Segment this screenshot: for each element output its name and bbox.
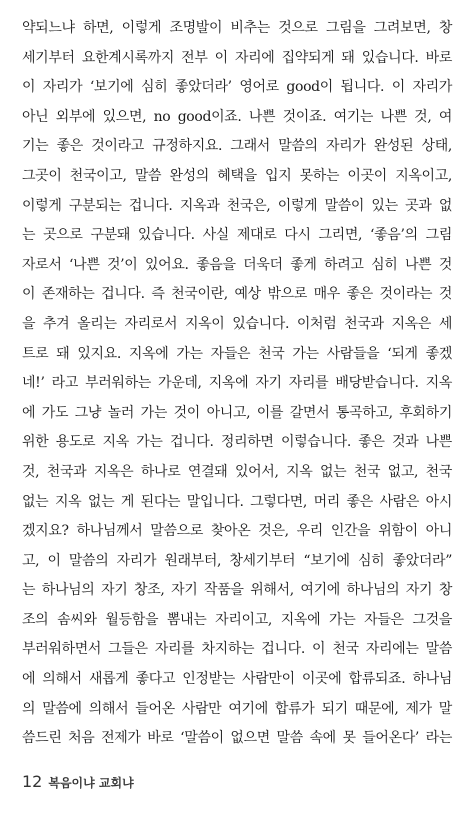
text-line: 네!’ 라고 부러워하는 가운데, 지옥에 자기 자리를 배당받습니다. 지옥 — [22, 375, 452, 392]
text-line: 세기부터 요한계시록까지 전부 이 자리에 집약되게 돼 있습니다. 바로 — [22, 49, 452, 66]
text-line: 이 자리가 ‘보기에 심히 좋았더라’ 영어로 good이 됩니다. 이 자리가 — [22, 79, 452, 96]
text-line: 것, 천국과 지옥은 하나로 연결돼 있어서, 지옥 없는 천국 없고, 천국 — [22, 463, 452, 480]
text-line: 없는 지옥 없는 게 된다는 말입니다. 그렇다면, 머리 좋은 사람은 아시 — [22, 493, 452, 510]
text-line: 자로서 ‘나쁜 것’이 있어요. 좋음을 더욱더 좋게 하려고 심히 나쁜 것 — [22, 256, 452, 273]
text-line: 아닌 외부에 있으면, no good이죠. 나쁜 것이죠. 여기는 나쁜 것, 여 — [22, 108, 452, 125]
text-line: 위한 용도로 지옥 가는 겁니다. 정리하면 이렇습니다. 좋은 것과 나쁜 — [22, 434, 452, 451]
text-line: 에 의해서 새롭게 좋다고 인정받는 사람만이 이곳에 합류되죠. 하나님 — [22, 671, 452, 688]
text-line: 부러워하면서 그들은 자리를 차지하는 겁니다. 이 천국 자리에는 말씀 — [22, 641, 452, 658]
text-line: 에 가도 그냥 놀러 가는 것이 아니고, 이를 갈면서 통곡하고, 후회하기 — [22, 404, 452, 421]
text-line: 는 곳으로 구분돼 있습니다. 사실 제대로 다시 그리면, ‘좋음’의 그림 — [22, 227, 452, 244]
text-line: 는 하나님의 자기 창조, 자기 작품을 위해서, 여기에 하나님의 자기 창 — [22, 582, 452, 599]
page-footer — [22, 772, 134, 791]
running-title: 복음이냐 교회냐 — [48, 776, 134, 790]
text-line: 그곳이 천국이고, 말씀 완성의 혜택을 입지 못하는 이곳이 지옥이고, — [22, 167, 452, 184]
text-line: 씀드린 처음 전제가 바로 ‘말씀이 없으면 말씀 속에 못 들어온다’ 라는 — [22, 730, 452, 747]
text-line: 트로 돼 있지요. 지옥에 가는 자들은 천국 가는 사람들을 ‘되게 좋겠 — [22, 345, 452, 362]
text-line: 을 추겨 올리는 자리로서 지옥이 있습니다. 이처럼 천국과 지옥은 세 — [22, 315, 452, 332]
page-number: 12 — [22, 772, 43, 791]
text-line: 이 존재하는 겁니다. 즉 천국이란, 예상 밖으로 매우 좋은 것이라는 것 — [22, 286, 452, 303]
text-line: 조의 솜씨와 월등함을 뽐내는 자리이고, 지옥에 가는 자들은 그것을 — [22, 611, 452, 628]
text-line: 의 말씀에 의해서 들어온 사람만 여기에 합류가 되기 때문에, 제가 말 — [22, 700, 452, 717]
text-line: 겠지요? 하나님께서 말씀으로 찾아온 것은, 우리 인간을 위함이 아니 — [22, 523, 452, 540]
text-line: 고, 이 말씀의 자리가 원래부터, 창세기부터 “보기에 심히 좋았더라” — [22, 552, 452, 569]
text-line: 약되느냐 하면, 이렇게 조명발이 비추는 것으로 그림을 그려보면, 창 — [22, 20, 452, 36]
text-line: 기는 좋은 것이라고 규정하지요. 그래서 말씀의 자리가 완성된 상태, — [22, 138, 452, 155]
body-text — [22, 14, 452, 754]
text-line: 이렇게 구분되는 겁니다. 지옥과 천국은, 이렇게 말씀이 있는 곳과 없 — [22, 197, 452, 214]
